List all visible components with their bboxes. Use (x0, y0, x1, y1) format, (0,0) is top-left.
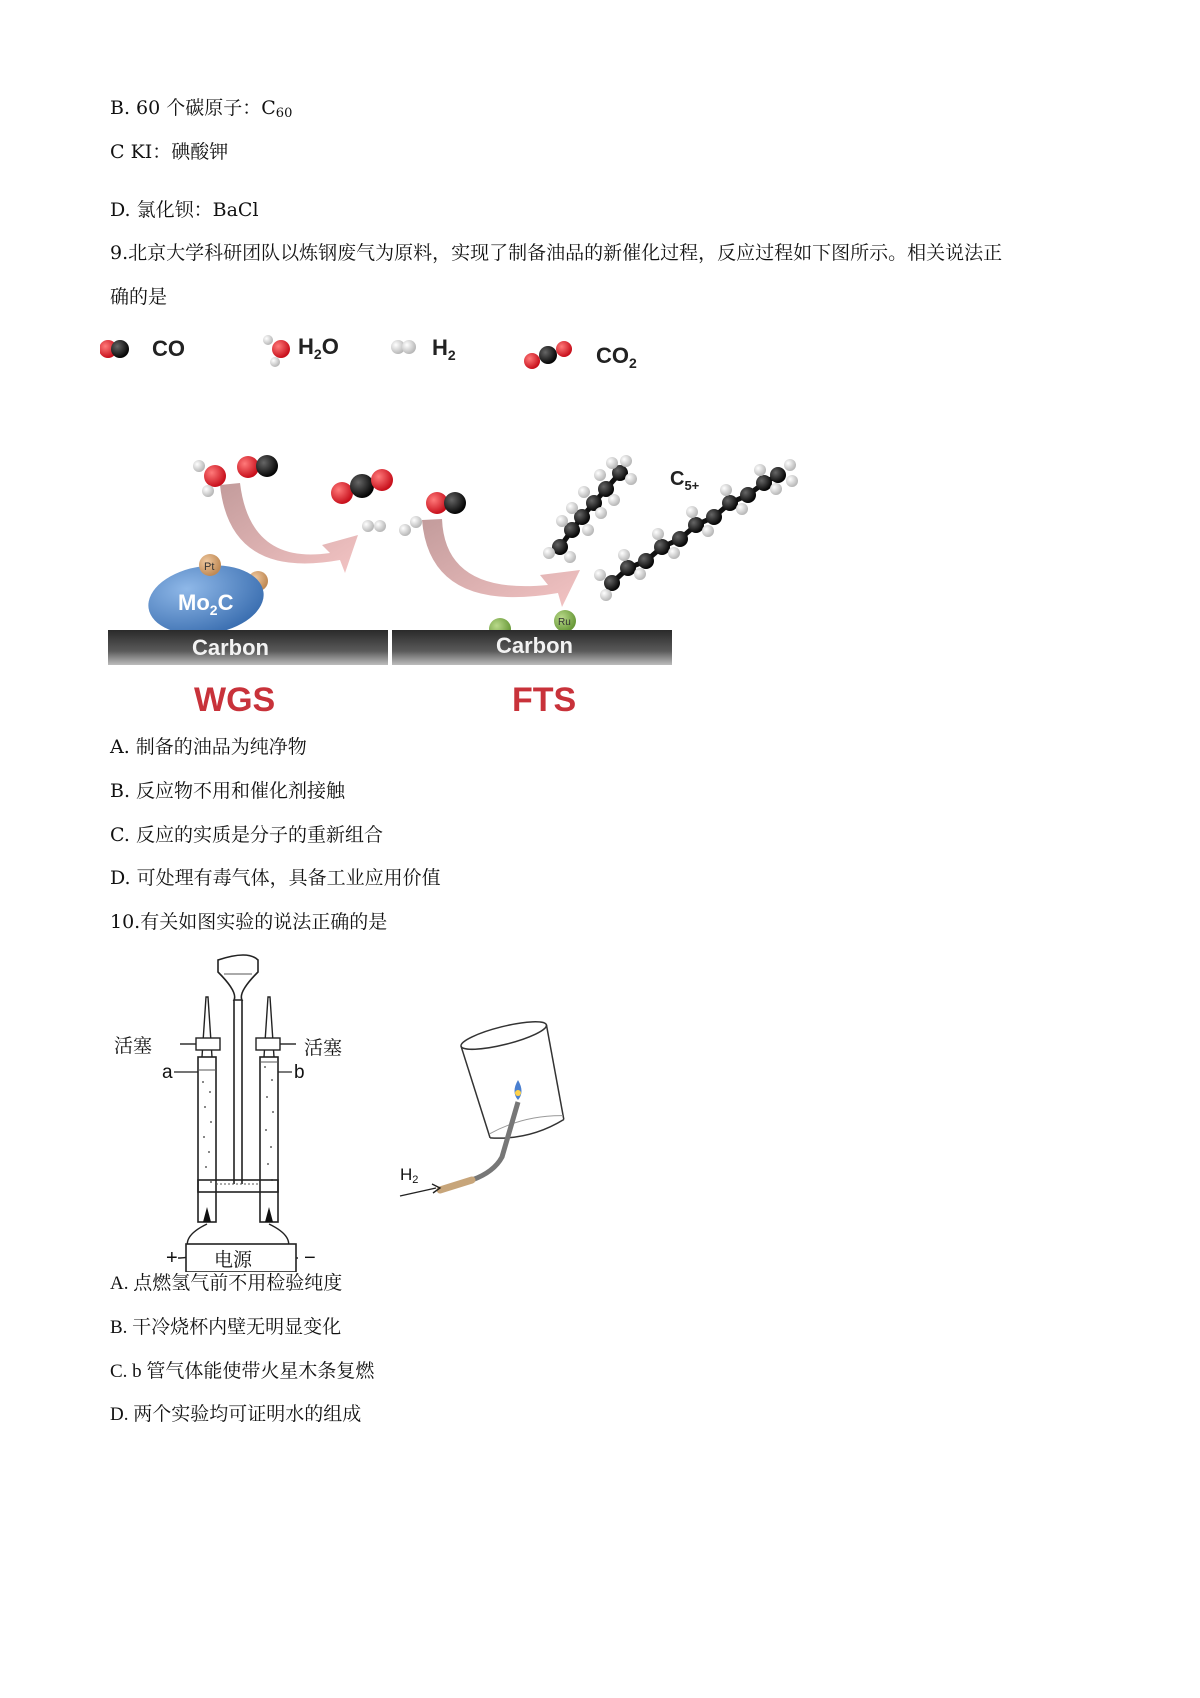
q10-option-c: C. b 管气体能使带火星木条复燃 (110, 1361, 375, 1382)
wgs-h2-molecule (362, 520, 386, 532)
legend-h2o-h: H (298, 334, 314, 359)
fts-h2-molecule (399, 516, 422, 536)
q10-option-d: D. 两个实验均可证明水的组成 (110, 1404, 362, 1425)
product-sub: 5+ (684, 478, 700, 493)
wgs-carbon-label: Carbon (192, 635, 269, 660)
mo2c-label (178, 590, 234, 618)
tube-b-label: b (294, 1062, 305, 1083)
fts-arrow (422, 519, 580, 607)
option-c-prev: C KI：碘酸钾 (110, 141, 229, 163)
minus-sign: − (304, 1247, 316, 1269)
wgs-co2-molecule (331, 469, 393, 504)
stopcock-left-label: 活塞 (114, 1036, 153, 1057)
legend-h2o-tail: O (321, 334, 339, 359)
option-d-prev: D. 氯化钡：BaCl (110, 199, 259, 221)
q9-stem-line1: 9.北京大学科研团队以炼钢废气为原料，实现了制备油品的新催化过程，反应过程如下图所示。相关说法正 (110, 242, 1003, 264)
pt-label: Pt (204, 561, 215, 573)
fts-carbon-label: Carbon (496, 633, 573, 658)
option-b-prev (110, 96, 292, 126)
q9-option-c: C. 反应的实质是分子的重新组合 (110, 824, 383, 846)
svg-text:H2 (432, 335, 456, 363)
svg-text:CO2 (596, 343, 637, 371)
q10-option-b: B. 干冷烧杯内壁无明显变化 (110, 1317, 342, 1338)
fts-title: FTS (512, 681, 577, 719)
mo2c-mo: Mo (178, 590, 210, 615)
q9-stem-line2: 确的是 (110, 286, 168, 308)
plus-sign: + (166, 1247, 178, 1269)
q9-option-a: A. 制备的油品为纯净物 (110, 736, 307, 758)
legend-co2 (524, 341, 637, 371)
beaker-hydrogen-flame (400, 1016, 571, 1196)
h2-gas-sub: 2 (412, 1174, 419, 1186)
legend-h2o (263, 334, 339, 367)
svg-text:H2O (298, 334, 339, 362)
legend-co2-co: CO (596, 343, 629, 368)
product-label (670, 468, 700, 493)
legend-h2o-sub: 2 (313, 346, 322, 362)
q9-catalysis-figure (100, 325, 820, 725)
product-c: C (670, 468, 685, 490)
mo2c-c: C (217, 590, 234, 615)
h2-gas-h: H (400, 1165, 413, 1184)
h2-gas-label (400, 1165, 418, 1186)
hydrocarbon-chain-short (543, 455, 637, 563)
q9-option-b: B. 反应物不用和催化剂接触 (110, 780, 346, 802)
wgs-co-molecule (237, 455, 278, 478)
option-b-text: B. 60 个碳原子：C (110, 97, 276, 119)
tube-a-label: a (162, 1062, 173, 1083)
legend-co2-sub: 2 (629, 355, 637, 371)
wgs-title: WGS (194, 681, 276, 719)
q10-option-a: A. 点燃氢气前不用检验纯度 (110, 1273, 343, 1294)
option-b-sub: 60 (275, 106, 293, 121)
power-label: 电源 (214, 1250, 253, 1271)
q10-stem: 10.有关如图实验的说法正确的是 (110, 911, 388, 933)
legend-h2 (391, 335, 456, 363)
ru-label: Ru (558, 617, 571, 628)
legend-h2-sub: 2 (447, 347, 456, 363)
q10-electrolysis-figure (110, 952, 610, 1272)
fts-co-molecule (426, 492, 466, 514)
stopcock-right-label: 活塞 (304, 1038, 343, 1059)
legend-co-label: CO (152, 336, 185, 361)
mo2c-sub: 2 (209, 602, 218, 618)
legend-h2-h: H (432, 335, 448, 360)
q9-option-d: D. 可处理有毒气体，具备工业应用价值 (110, 867, 441, 889)
legend-co (100, 336, 185, 361)
